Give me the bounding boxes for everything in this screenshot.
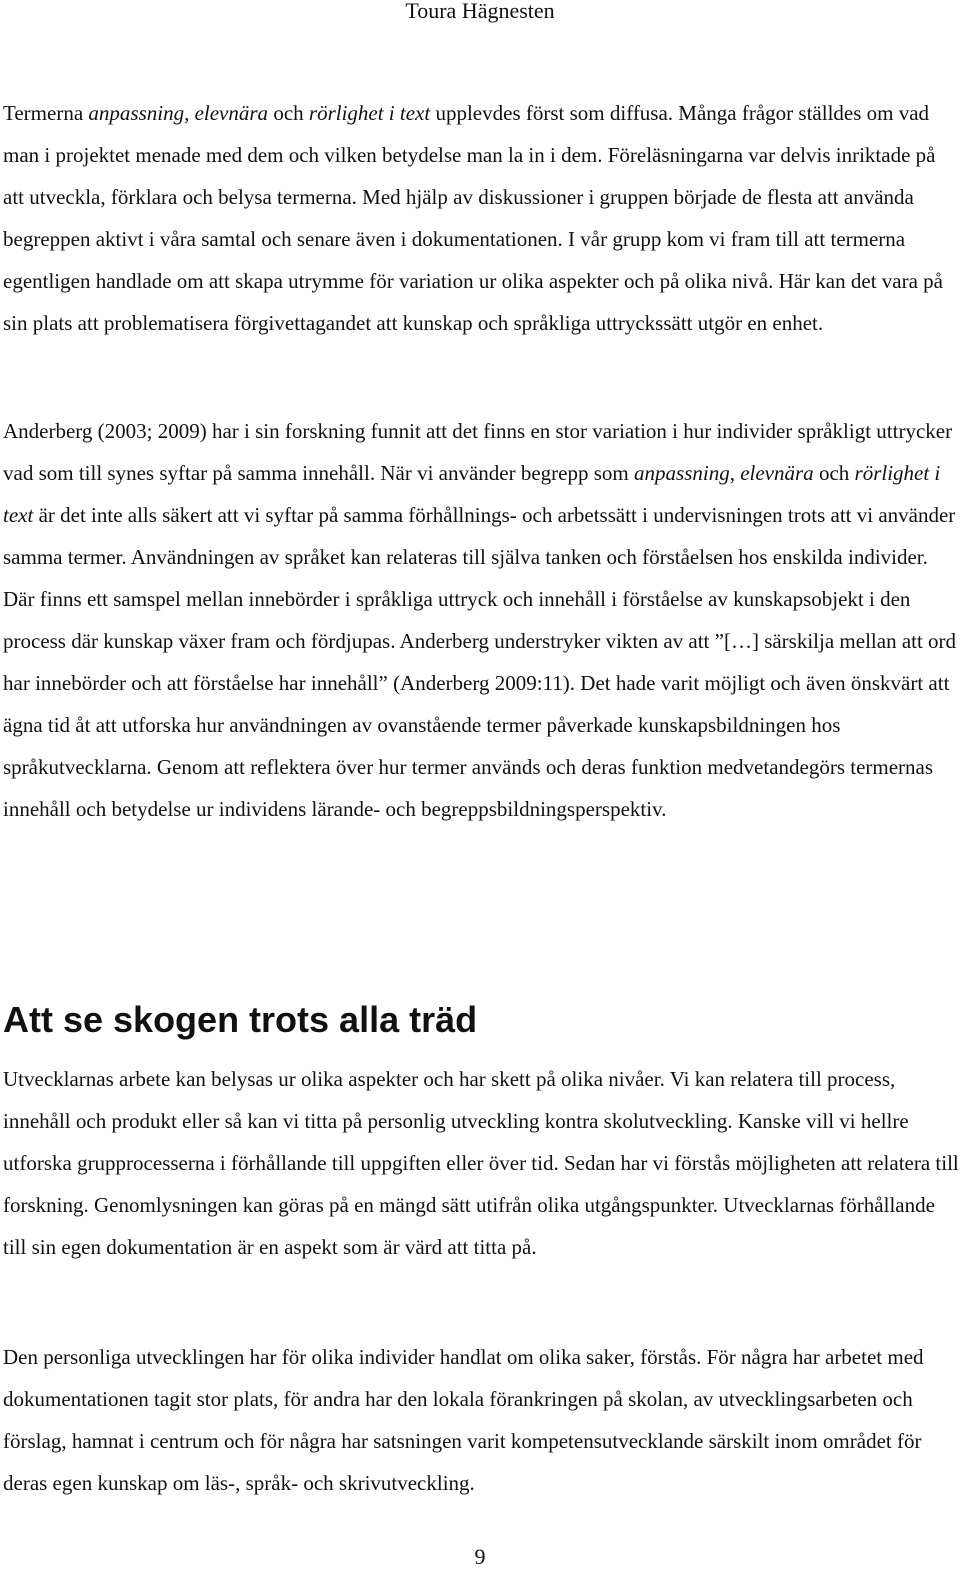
section-heading: Att se skogen trots alla träd	[3, 999, 478, 1040]
text-segment: och	[268, 101, 309, 125]
text-segment-italic: rörlighet i text	[308, 101, 431, 125]
running-header: Toura Hägnesten	[405, 0, 555, 23]
text-segment-italic: rörlighet i text	[3, 461, 941, 527]
text-segment-italic: elevnära	[740, 461, 814, 485]
text-segment: Termerna	[3, 101, 89, 125]
paragraph-personliga-utvecklingen: Den personliga utvecklingen har för olika individer handlat om olika saker, förstås. För några har arbetet med dokumentationen tagit stor plats, för andra har den lokala förankringen på skolan, av utvecklingsarbeten och förslag, hamnat i centrum och för några har satsningen varit kompetensutvecklande särskilt inom området för deras egen kunskap om läs-, språk- och skrivutveckling.	[3, 1345, 924, 1495]
text-segment: Anderberg (2003; 2009) har i sin forskning funnit att det finns en stor variation i hur individer språkligt uttrycker vad som till synes syftar på samma innehåll. När vi använder begrepp som	[3, 419, 953, 485]
text-segment-italic: anpassning	[634, 461, 730, 485]
text-segment: och	[813, 461, 855, 485]
text-segment: upplevdes först som diffusa. Många frågor ställdes om vad man i projektet menade med dem och vilken betydelse man la in i dem. Föreläsningarna var delvis inriktade på att utveckla, förklara och belysa termerna. Med hjälp av diskussioner i gruppen började de flesta att använda begreppen aktivt i våra samtal och senare även i dokumentationen. I vår grupp kom vi fram till att termerna egentligen handlade om att skapa utrymme för variation ur olika aspekter och på olika nivå. Här kan det vara på sin plats att problematisera förgivettagandet att kunskap och språkliga uttryckssätt utgör en enhet.	[3, 101, 943, 335]
paragraph-utvecklarnas-arbete: Utvecklarnas arbete kan belysas ur olika aspekter och har skett på olika nivåer. Vi kan relatera till process, innehåll och produkt eller så kan vi titta på personlig utveckling kontra skolutveckling. Kanske vill vi hellre utforska grupprocesserna i förhållande till uppgiften eller över tid. Sedan har vi förstås möjligheten att relatera till forskning. Genomlysningen kan göras på en mängd sätt utifrån olika utgångspunkter. Utvecklarnas förhållande till sin egen dokumentation är en aspekt som är värd att titta på.	[3, 1067, 959, 1259]
paragraph-terms	[3, 92, 959, 344]
text-segment-italic: anpassning, elevnära	[88, 101, 269, 125]
text-segment: är det inte alls säkert att vi syftar på samma förhållnings- och arbetssätt i undervisningen trots att vi använder samma termer. Användningen av språket kan relateras till själva tanken och förståelsen hos enskilda individer. Där finns ett samspel mellan innebörder i språkliga uttryck och innehåll i förståelse av kunskapsobjekt i den process där kunskap växer fram och fördjupas. Anderberg understryker vikten av att ”[…] särskilja mellan att ord har innebörder och att förståelse har innehåll” (Anderberg 2009:11). Det hade varit möjligt och även önskvärt att ägna tid åt att utforska hur användningen av ovanstående termer påverkade kunskapsbildningen hos språkutvecklarna. Genom att reflektera över hur termer används och deras funktion medvetandegörs termernas innehåll och betydelse ur individens lärande- och begreppsbildningsperspektiv.	[3, 503, 957, 821]
page-number: 9	[474, 1544, 486, 1569]
text-segment: ,	[729, 461, 741, 485]
paragraph-anderberg	[3, 410, 959, 830]
